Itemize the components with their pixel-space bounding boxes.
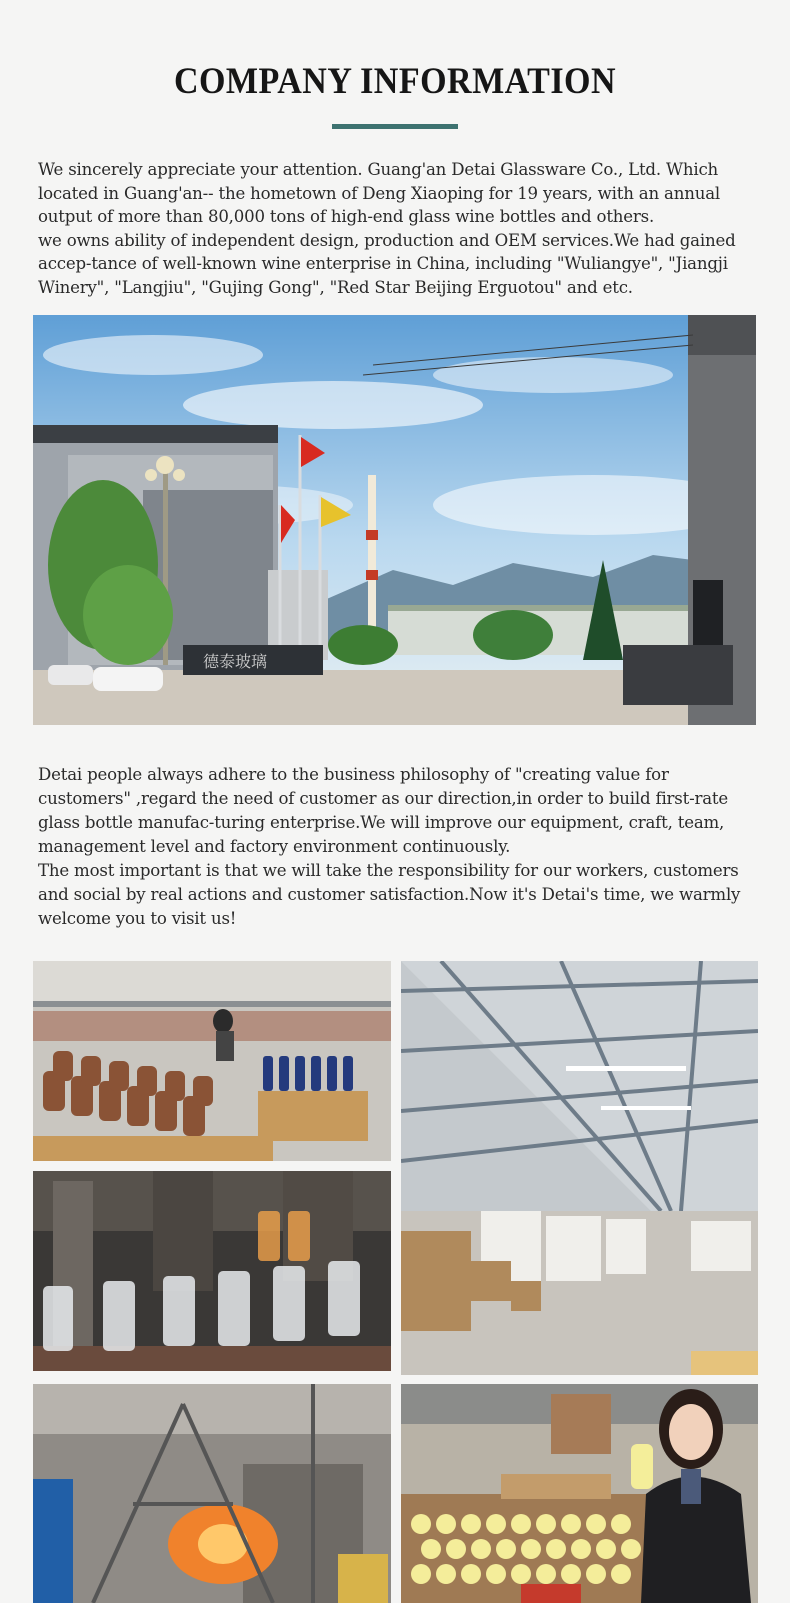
warehouse-photo <box>401 961 758 1375</box>
philosophy-paragraph-1: Detai people always adhere to the business philosophy of "creating value for customers" ,regard the need of customer as our direction,in order to build first-rate glass bottle manufac-turing enterprise.We will improve our equipment, craft, team, management level and factory environment continuously. <box>38 765 728 856</box>
philosophy-text <box>38 763 754 931</box>
factory-sign: 德泰玻璃 <box>203 652 268 671</box>
intro-paragraph-2: we owns ability of independent design, production and OEM services.We had gained accep-tance of well-known wine enterprise in China, including "Wuliangye", "Jiangji Winery", "Langjiu", "Gujing Gong", "Red Star Beijing Erguotou" and etc. <box>38 230 736 297</box>
glass-bottles-photo <box>33 1171 391 1371</box>
intro-text <box>38 158 754 299</box>
staff-with-bottle-photo <box>401 1384 758 1603</box>
page-title: COMPANY INFORMATION <box>173 61 617 102</box>
workshop-photo <box>33 961 391 1161</box>
intro-paragraph-1: We sincerely appreciate your attention. Guang'an Detai Glassware Co., Ltd. Which located in Guang'an-- the hometown of Deng Xiaoping for 19 years, with an annual output of more than 80,000 tons of high-end glass wine bottles and others. <box>38 160 721 226</box>
philosophy-paragraph-2: The most important is that we will take the responsibility for our workers, customers and social by real actions and customer satisfaction.Now it's Detai's time, we warmly welcome you to visit us! <box>38 861 741 928</box>
title-underline <box>332 124 458 129</box>
factory-exterior-photo <box>33 315 756 725</box>
furnace-photo <box>33 1384 391 1603</box>
